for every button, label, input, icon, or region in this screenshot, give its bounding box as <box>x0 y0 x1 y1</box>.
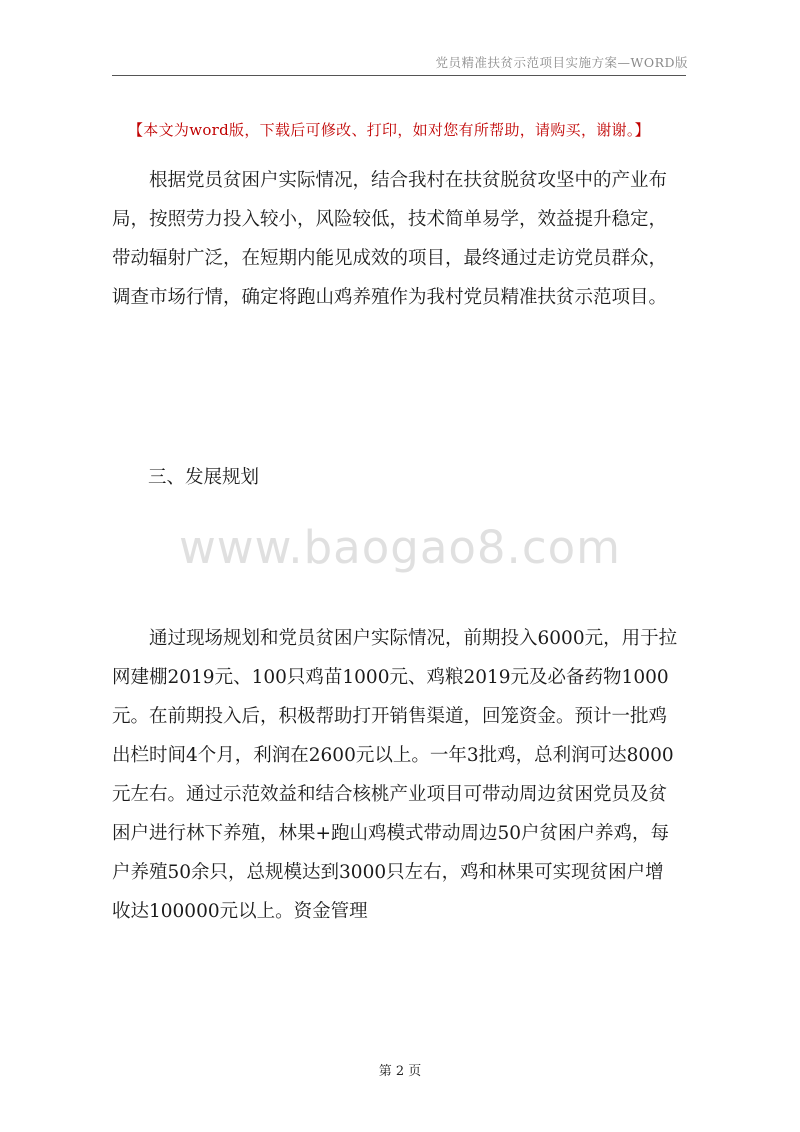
header-divider <box>112 75 686 76</box>
body-paragraph-1: 根据党员贫困户实际情况，结合我村在扶贫脱贫攻坚中的产业布 局，按照劳力投入较小，风险较低，技术简单易学，效益提升稳定， 带动辐射广泛，在短期内能见成效的项目，最终通过走访党员群众， 调查市场行情，确定将跑山鸡养殖作为我村党员精准扶贫示范项目。 <box>112 170 668 308</box>
purchase-notice: 【本文为word版，下载后可修改、打印，如对您有所帮助，请购买，谢谢。】 <box>128 121 650 139</box>
document-header-title: 党员精准扶贫示范项目实施方案—WORD版 <box>435 55 688 70</box>
watermark-text: www.baogao8.com <box>179 521 621 574</box>
section-heading: 三、发展规划 <box>148 467 260 488</box>
page-number: 第 2 页 <box>378 1064 422 1079</box>
body-paragraph-2: 通过现场规划和党员贫困户实际情况，前期投入6000元，用于拉 网建棚2019元、100只鸡苗1000元、鸡粮2019元及必备药物1000 元。在前期投入后，积极帮助打开销售渠道，回笼资金。预计一批鸡 出栏时间4个月，利润在2600元以上。一年3批鸡，总利润可达8000 元左右。通过示范效益和结合核桃产业项目可带动周边贫困党员及贫 困户进行林下养殖，林果+跑山鸡模式带动周边50户贫困户养鸡，每 户养殖50余只，总规模达到3000只左右，鸡和林果可实现贫困户增 收达100000元以上。资金管理 <box>112 628 678 922</box>
